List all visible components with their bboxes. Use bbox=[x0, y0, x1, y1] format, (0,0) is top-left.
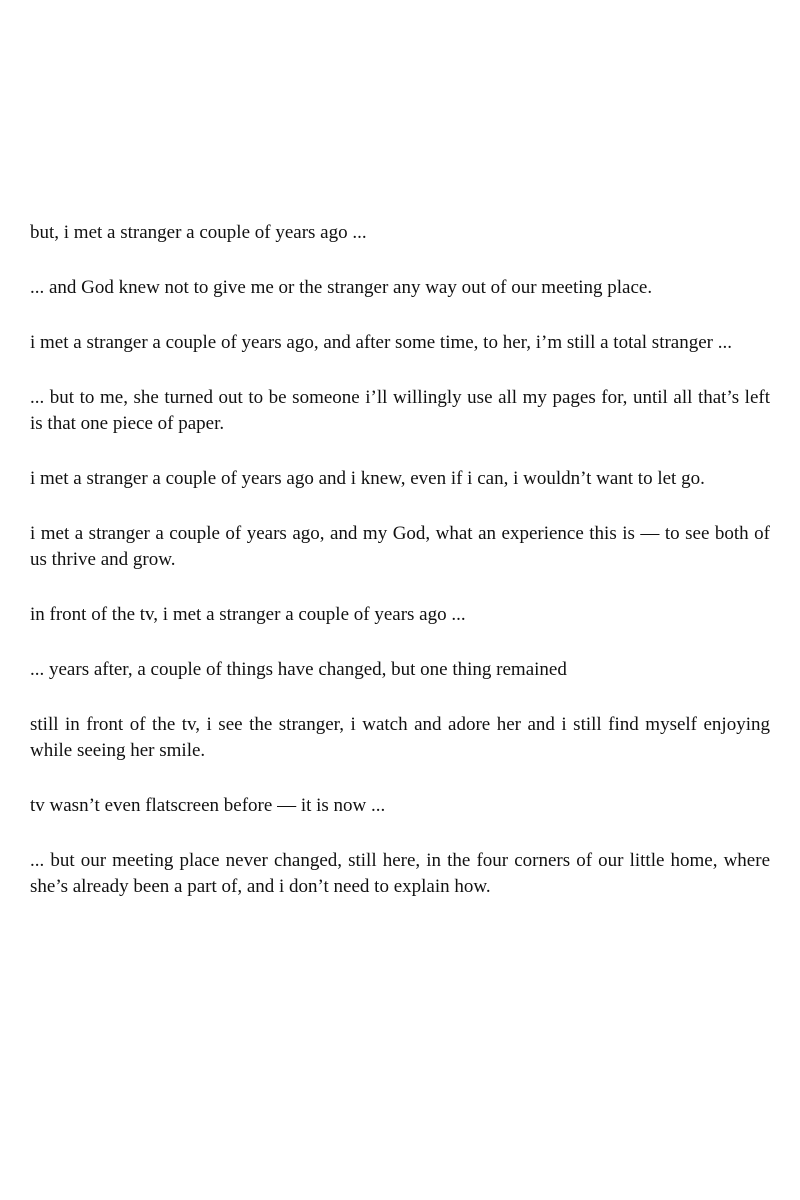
paragraph-8: ... years after, a couple of things have changed, but one thing remained bbox=[30, 659, 567, 680]
paragraph-9: still in front of the tv, i see the stranger, i watch and adore her and i still find myself enjoying while seeing her smile. bbox=[30, 714, 770, 761]
paragraph-3: i met a stranger a couple of years ago, and after some time, to her, i’m still a total stranger ... bbox=[30, 332, 732, 353]
paragraph-5: i met a stranger a couple of years ago and i knew, even if i can, i wouldn’t want to let go. bbox=[30, 468, 705, 489]
paragraph-10: tv wasn’t even flatscreen before — it is now ... bbox=[30, 795, 386, 816]
paragraph-6: i met a stranger a couple of years ago, and my God, what an experience this is — to see both of us thrive and grow. bbox=[30, 523, 770, 570]
paragraph-4: ... but to me, she turned out to be someone i’ll willingly use all my pages for, until all that’s left is that one piece of paper. bbox=[30, 387, 770, 434]
document-body bbox=[30, 220, 770, 900]
paragraph-2: ... and God knew not to give me or the stranger any way out of our meeting place. bbox=[30, 277, 653, 298]
paragraph-1: but, i met a stranger a couple of years ago ... bbox=[30, 222, 367, 243]
paragraph-11: ... but our meeting place never changed, still here, in the four corners of our little home, where she’s already been a part of, and i don’t need to explain how. bbox=[30, 850, 770, 897]
paragraph-7: in front of the tv, i met a stranger a couple of years ago ... bbox=[30, 604, 466, 625]
